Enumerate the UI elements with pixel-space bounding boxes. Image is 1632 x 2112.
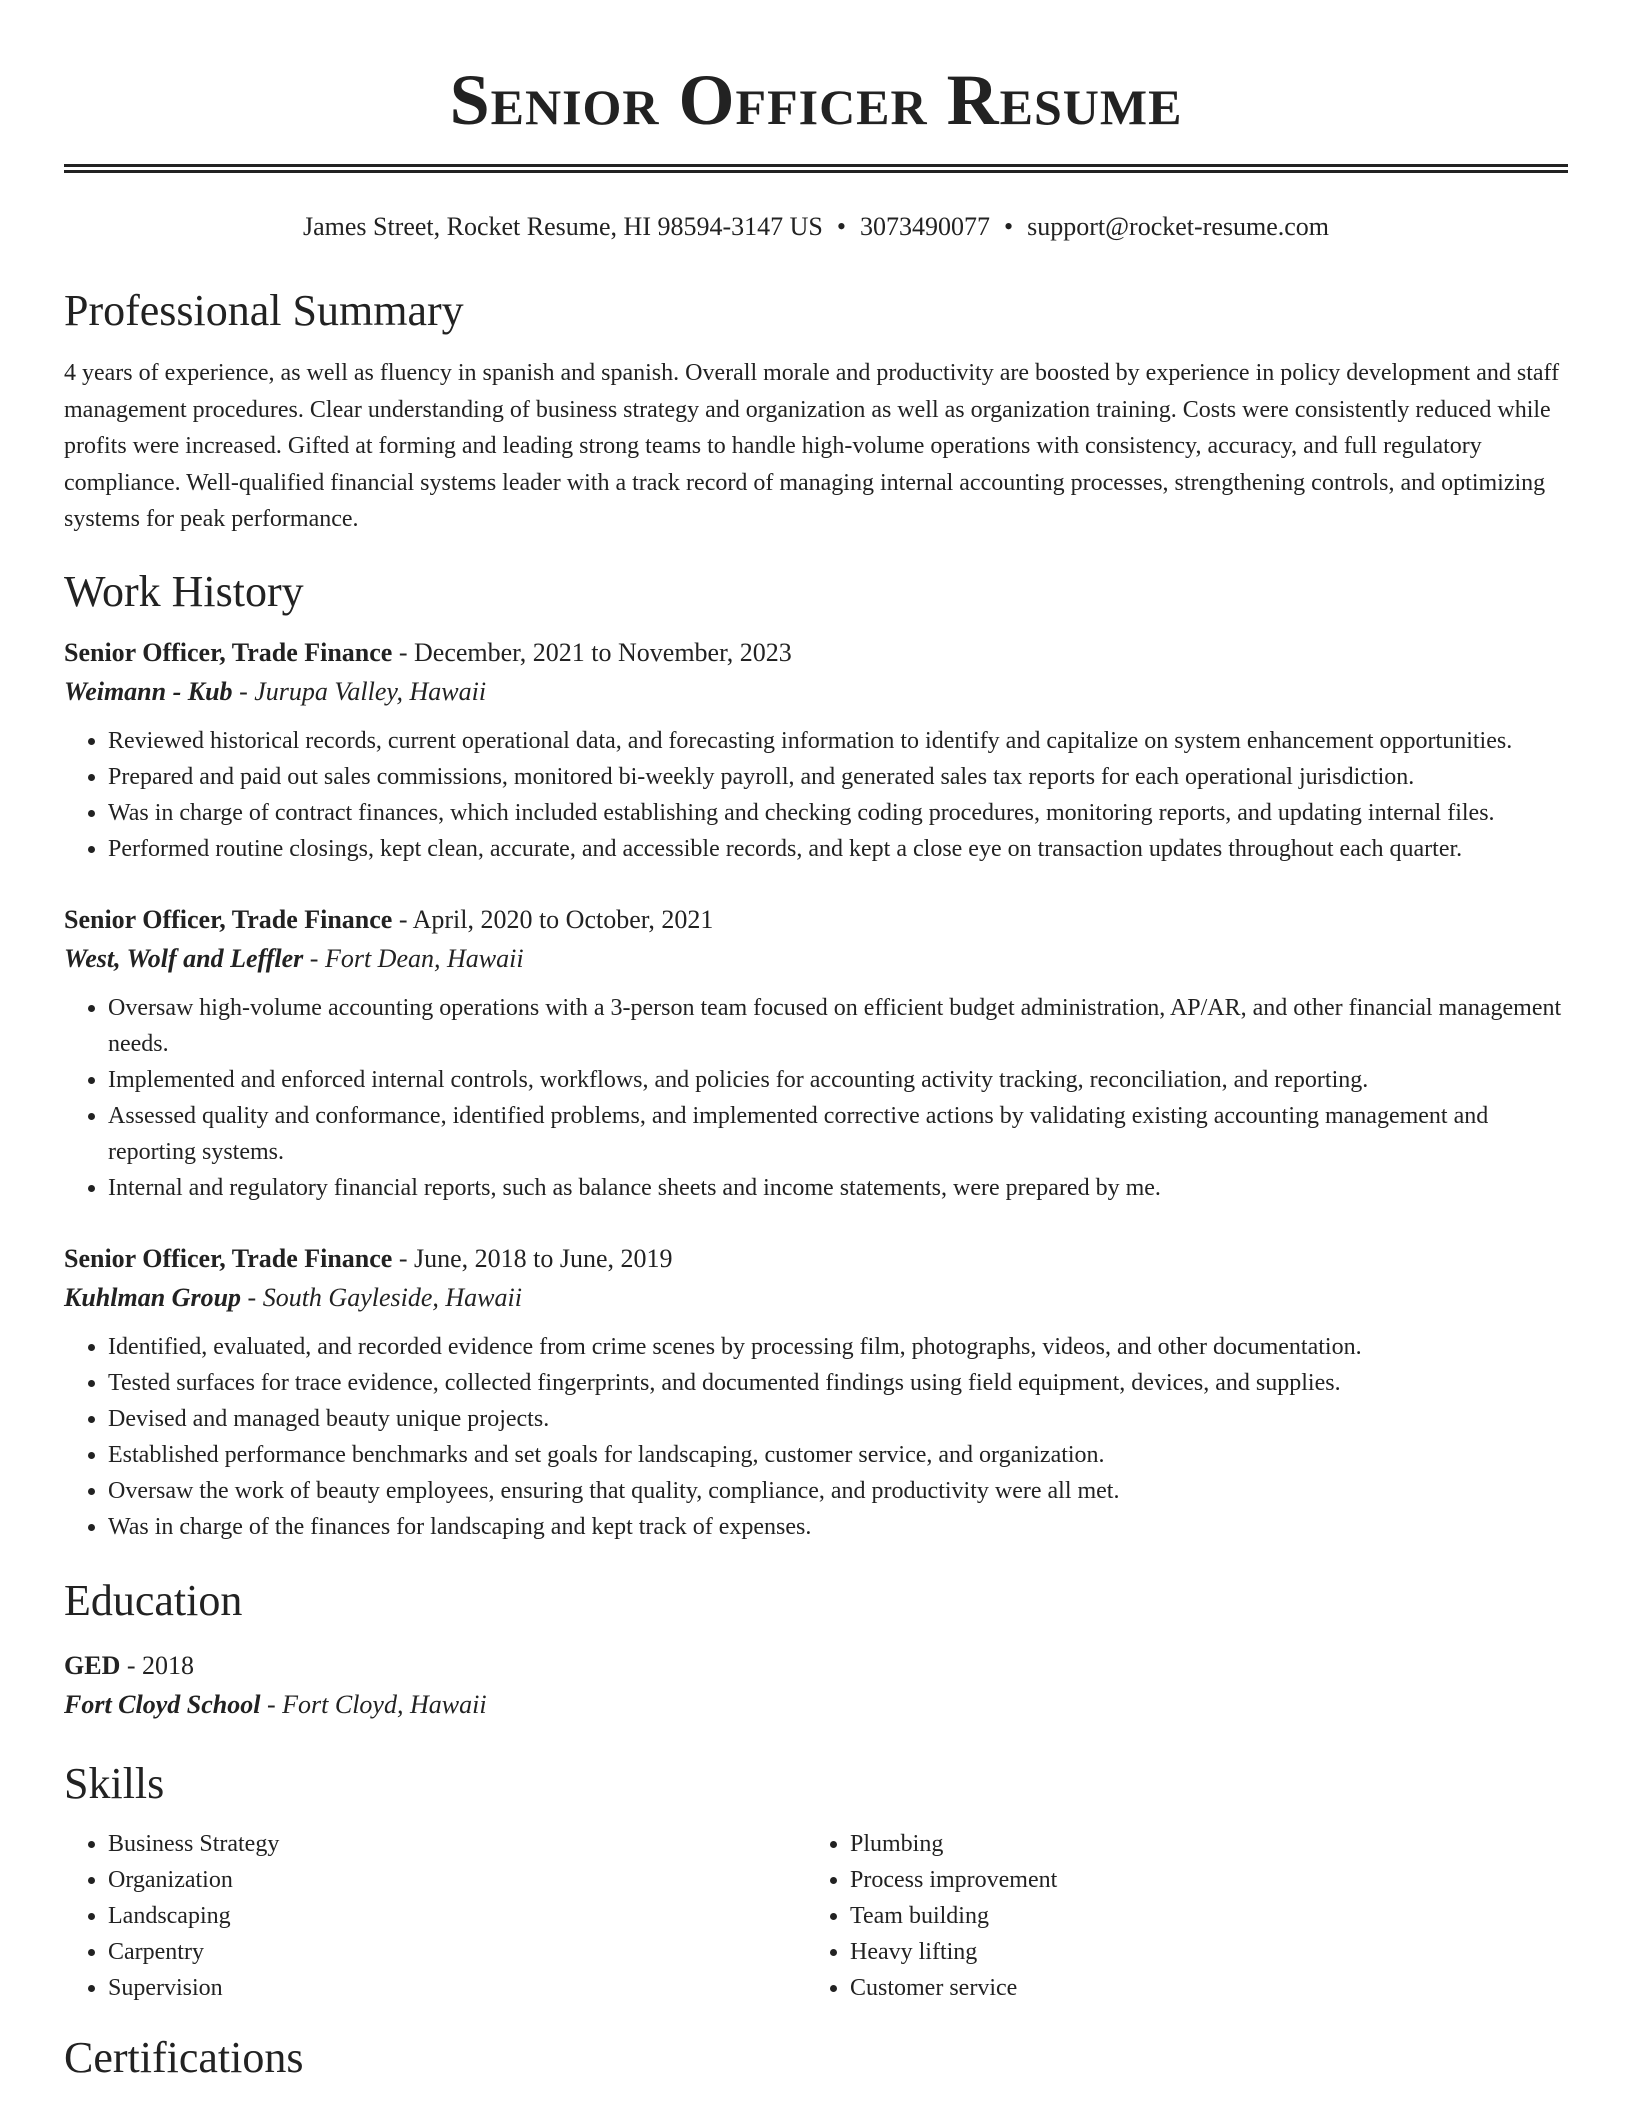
skill-item: • Heavy lifting xyxy=(850,1934,1548,1970)
job-title: Senior Officer, Trade Finance xyxy=(64,637,393,667)
job-location: - South Gayleside, Hawaii xyxy=(241,1282,522,1312)
job-bullet: • Oversaw the work of beauty employees, ensuring that quality, compliance, and productivity were all met. xyxy=(108,1473,1568,1509)
job-bullet: • Implemented and enforced internal controls, workflows, and policies for accounting activity tracking, reconciliation, and reporting. xyxy=(108,1062,1568,1098)
skill-item: • Customer service xyxy=(850,1970,1548,2006)
job-bullet: • Established performance benchmarks and set goals for landscaping, customer service, and organization. xyxy=(108,1437,1568,1473)
skill-item: • Carpentry xyxy=(108,1934,806,1970)
work-history-heading: Work History xyxy=(64,566,304,616)
education-year: - 2018 xyxy=(120,1650,195,1680)
skill-item: • Process improvement xyxy=(850,1862,1548,1898)
summary-heading: Professional Summary xyxy=(64,286,464,335)
skill-item: • Landscaping xyxy=(108,1898,806,1934)
job-bullets xyxy=(64,723,1568,867)
job-bullet: • Prepared and paid out sales commissions, monitored bi-weekly payroll, and generated sales tax reports for each operational jurisdiction. xyxy=(108,759,1568,795)
job-company: Weimann - Kub xyxy=(64,676,233,706)
summary-text: 4 years of experience, as well as fluency in spanish and spanish. Overall morale and productivity are boosted by experience in policy development and staff management procedures. Clear understanding of business strategy and organization as well as organization training. Costs were consistently reduced while profits were increased. Gifted at forming and leading strong teams to handle high-volume operations with consistency, accuracy, and full regulatory compliance. Well-qualified financial systems leader with a track record of managing internal accounting processes, strengthening controls, and optimizing systems for peak performance. xyxy=(64,360,1560,532)
education-school: Fort Cloyd School xyxy=(64,1689,261,1719)
skill-item: • Supervision xyxy=(108,1970,806,2006)
job-entry xyxy=(64,1240,1568,1545)
job-bullet: • Tested surfaces for trace evidence, collected fingerprints, and documented findings using field equipment, devices, and supplies. xyxy=(108,1365,1568,1401)
job-bullets xyxy=(64,1329,1568,1545)
education-entry xyxy=(64,1647,1568,1724)
job-company-line xyxy=(64,1278,1568,1317)
job-entry xyxy=(64,634,1568,867)
skills-column-left xyxy=(64,1826,806,2006)
job-bullets xyxy=(64,990,1568,1206)
job-title: Senior Officer, Trade Finance xyxy=(64,1243,393,1273)
job-company-line xyxy=(64,672,1568,711)
job-title: Senior Officer, Trade Finance xyxy=(64,904,393,934)
title-divider xyxy=(64,164,1568,173)
job-location: - Jurupa Valley, Hawaii xyxy=(232,676,487,706)
education-degree-line xyxy=(64,1647,1568,1685)
skills-heading: Skills xyxy=(64,1758,165,1808)
skill-item: • Organization xyxy=(108,1862,806,1898)
education-location: - Fort Cloyd, Hawaii xyxy=(260,1689,487,1719)
job-bullet: • Identified, evaluated, and recorded evidence from crime scenes by processing film, photographs, videos, and other documentation. xyxy=(108,1329,1568,1365)
job-bullet: • Devised and managed beauty unique projects. xyxy=(108,1401,1568,1437)
job-bullet: • Reviewed historical records, current operational data, and forecasting information to identify and capitalize on system enhancement opportunities. xyxy=(108,723,1568,759)
job-location: - Fort Dean, Hawaii xyxy=(303,943,524,973)
job-entry xyxy=(64,901,1568,1206)
job-bullet: • Was in charge of the finances for landscaping and kept track of expenses. xyxy=(108,1509,1568,1545)
job-bullet: • Performed routine closings, kept clean, accurate, and accessible records, and kept a close eye on transaction updates throughout each quarter. xyxy=(108,831,1568,867)
contact-phone: 3073490077 xyxy=(860,212,990,241)
job-bullet: • Internal and regulatory financial reports, such as balance sheets and income statements, were prepared by me. xyxy=(108,1170,1568,1206)
skill-item: • Team building xyxy=(850,1898,1548,1934)
education-school-line xyxy=(64,1685,1568,1724)
resume-title: Senior Officer Resume xyxy=(449,60,1183,140)
job-bullet: • Assessed quality and conformance, identified problems, and implemented corrective actions by validating existing accounting management and reporting systems. xyxy=(108,1098,1568,1170)
job-company: Kuhlman Group xyxy=(64,1282,242,1312)
skill-item: • Plumbing xyxy=(850,1826,1548,1862)
skills-grid xyxy=(64,1826,1568,2006)
contact-separator: • xyxy=(836,212,846,241)
contact-separator: • xyxy=(1004,212,1014,241)
job-bullet: • Oversaw high-volume accounting operations with a 3-person team focused on efficient budget administration, AP/AR, and other financial management needs. xyxy=(108,990,1568,1062)
education-heading: Education xyxy=(64,1575,243,1625)
job-company-line xyxy=(64,939,1568,978)
skills-column-right xyxy=(806,1826,1548,2006)
resume-page xyxy=(64,0,1568,2086)
job-dates: - December, 2021 to November, 2023 xyxy=(392,637,792,667)
certifications-heading: Certifications xyxy=(64,2032,304,2082)
contact-address: James Street, Rocket Resume, HI 98594-3147 US xyxy=(302,212,823,241)
contact-email: support@rocket-resume.com xyxy=(1027,212,1330,241)
job-title-line xyxy=(64,634,1568,672)
job-title-line xyxy=(64,901,1568,939)
contact-line xyxy=(64,209,1568,245)
education-degree: GED xyxy=(64,1650,121,1680)
job-bullet: • Was in charge of contract finances, which included establishing and checking coding procedures, monitoring reports, and updating internal files. xyxy=(108,795,1568,831)
skill-item: • Business Strategy xyxy=(108,1826,806,1862)
job-title-line xyxy=(64,1240,1568,1278)
job-dates: - April, 2020 to October, 2021 xyxy=(392,904,714,934)
job-dates: - June, 2018 to June, 2019 xyxy=(392,1243,673,1273)
job-company: West, Wolf and Leffler xyxy=(64,943,304,973)
